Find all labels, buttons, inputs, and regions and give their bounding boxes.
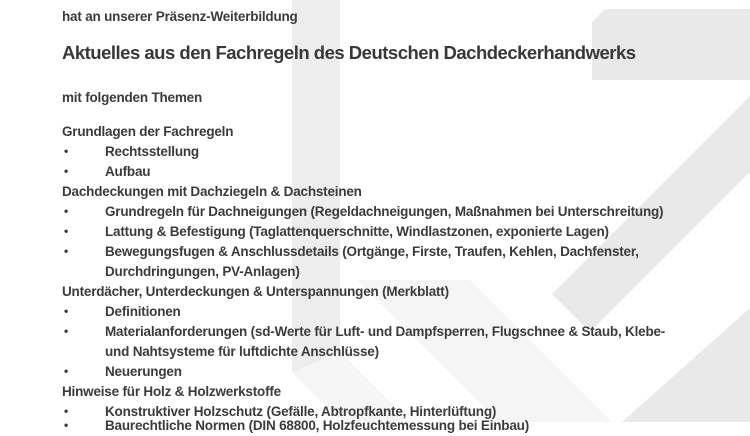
list-item-text: Konstruktiver Holzschutz (Gefälle, Abtropfkante, Hinterlüftung)	[105, 404, 497, 419]
bullet-icon: •	[64, 144, 69, 158]
page-title: Aktuelles aus den Fachregeln des Deutschen Dachdeckerhandwerks	[62, 42, 636, 63]
list-item-text: Definitionen	[105, 304, 181, 319]
list-item	[62, 142, 736, 162]
list-item-text: Neuerungen	[105, 364, 182, 379]
list-item	[62, 242, 736, 262]
bullet-icon: •	[64, 244, 69, 258]
bullet-icon: •	[64, 164, 69, 178]
bullet-icon: •	[64, 324, 69, 338]
subtitle: mit folgenden Themen	[62, 90, 203, 105]
list-item-text: Rechtsstellung	[105, 144, 199, 159]
list-item	[62, 362, 736, 382]
bullet-icon: •	[64, 364, 69, 378]
section-heading: Grundlagen der Fachregeln	[62, 124, 234, 139]
bullet-icon: •	[64, 224, 69, 238]
bullet-icon: •	[64, 418, 69, 432]
list-item	[62, 162, 736, 182]
list-item-continuation	[62, 262, 736, 282]
list-item-text: Aufbau	[105, 164, 151, 179]
list-item-text: Grundregeln für Dachneigungen (Regeldachneigungen, Maßnahmen bei Unterschreitung)	[105, 204, 664, 219]
list-item	[62, 416, 736, 436]
section-heading: Dachdeckungen mit Dachziegeln & Dachsteinen	[62, 184, 362, 199]
list-item-text: Durchdringungen, PV-Anlagen)	[105, 264, 300, 279]
bullet-icon: •	[64, 304, 69, 318]
section-heading: Hinweise für Holz & Holzwerkstoffe	[62, 384, 281, 399]
topics-list	[62, 122, 736, 436]
list-item-text: und Nahtsysteme für luftdichte Anschlüsse)	[105, 344, 379, 359]
list-item-text: Baurechtliche Normen (DIN 68800, Holzfeuchtemessung bei Einbau)	[105, 418, 530, 433]
section-heading: Unterdächer, Unterdeckungen & Unterspannungen (Merkblatt)	[62, 284, 449, 299]
list-item-text: Lattung & Befestigung (Taglattenquerschnitte, Windlastzonen, exponierte Lagen)	[105, 224, 609, 239]
list-item-continuation	[62, 342, 736, 362]
list-item	[62, 302, 736, 322]
list-item-text: Materialanforderungen (sd-Werte für Luft- und Dampfsperren, Flugschnee & Staub, Klebe-	[105, 324, 666, 339]
bullet-icon: •	[64, 204, 69, 218]
list-item	[62, 222, 736, 242]
intro-line: hat an unserer Präsenz-Weiterbildung	[62, 9, 298, 24]
list-item-text: Bewegungsfugen & Anschlussdetails (Ortgänge, Firste, Traufen, Kehlen, Dachfenster,	[105, 244, 639, 259]
bullet-icon: •	[64, 404, 69, 418]
list-item	[62, 322, 736, 342]
list-item	[62, 202, 736, 222]
